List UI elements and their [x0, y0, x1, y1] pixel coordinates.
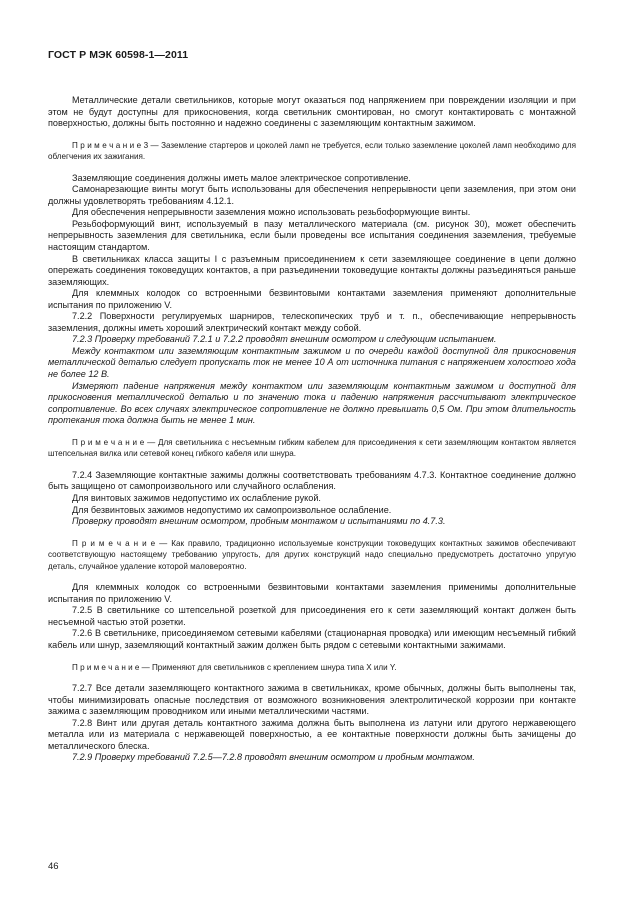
note-text: Заземление стартеров и цоколей ламп не требуется, если только заземление цоколей ламп необходимо для облегчения их зажигания.	[48, 140, 576, 162]
note-label: П р и м е ч а н и е —	[72, 538, 168, 548]
note	[48, 662, 576, 674]
paragraph: 7.2.2 Поверхности регулируемых шарниров, телескопических труб и т. п., обеспечивающие непрерывность заземления, должны иметь хороший электрический контакт между собой.	[48, 311, 576, 333]
paragraph: Металлические детали светильников, которые могут оказаться под напряжением при повреждении изоляции и при этом не будут доступны для прикосновения, когда светильник смонтирован, но смогут контактировать с монтажной поверхностью, должны быть постоянно и надежно соединены с заземляющим контактным зажимом.	[48, 95, 576, 129]
paragraph: 7.2.5 В светильнике со штепсельной розеткой для присоединения его к сети заземляющий контакт должен быть несъемной частью этой розетки.	[48, 605, 576, 627]
paragraph: 7.2.6 В светильнике, присоединяемом сетевыми кабелями (стационарная проводка) или имеющим несъемный гибкий кабель или шнур, заземляющий контактный зажим должен быть рядом с сетевыми контактными зажимами.	[48, 628, 576, 650]
paragraph-italic: 7.2.3 Проверку требований 7.2.1 и 7.2.2 проводят внешним осмотром и следующим испытанием.	[72, 334, 497, 345]
note-text: Для светильника с несъемным гибким кабелем для присоединения к сети заземляющим контактом является штепсельная вилка или сетевой конец гибкого кабеля или шнура.	[48, 437, 576, 459]
paragraph: 7.2.8 Винт или другая деталь контактного зажима должна быть выполнена из латуни или другого нержавеющего металла или из материала с нержавеющей поверхностью, а ее контактные поверхности должны быть зачищены до металлического блеска.	[48, 717, 576, 751]
page-number: 46	[48, 861, 59, 872]
paragraph: Для безвинтовых зажимов недопустимо их самопроизвольное ослабление.	[72, 504, 392, 515]
paragraph: Резьбоформующий винт, используемый в пазу металлического материала (см. рисунок 30), может обеспечить непрерывность заземления для светильника, если были проведены все испытания соединения заземления, требуемые настоящим стандартом.	[48, 218, 576, 253]
note	[48, 437, 576, 460]
paragraph: Для винтовых зажимов недопустимо их ослабление рукой.	[72, 492, 321, 503]
paragraph: 7.2.4 Заземляющие контактные зажимы должны соответствовать требованиям 4.7.3. Контактное соединение должно быть защищено от самопроизвольного или случайного ослабления.	[48, 469, 576, 492]
paragraph: Самонарезающие винты могут быть использованы для обеспечения непрерывности цепи заземления, при этом они должны удовлетворять требованиям 4.12.1.	[48, 184, 576, 206]
document-body	[48, 95, 576, 764]
note-label: П р и м е ч а н и е —	[72, 662, 150, 672]
paragraph: Заземляющие соединения должны иметь малое электрическое сопротивление.	[72, 172, 411, 183]
paragraph: Для обеспечения непрерывности заземления можно использовать резьбоформующие винты.	[72, 207, 471, 218]
paragraph-italic: Проверку проводят внешним осмотром, пробным монтажом и испытаниями по 4.7.3.	[72, 516, 446, 527]
paragraph: Для клеммных колодок со встроенными безвинтовыми контактами заземления применяют дополнительные испытания по приложению V.	[48, 288, 576, 310]
note-label: П р и м е ч а н и е 3 —	[72, 140, 159, 150]
paragraph: Для клеммных колодок со встроенными безвинтовыми контактами заземления применимы дополнительные испытания по приложению V.	[48, 582, 576, 604]
note-label: П р и м е ч а н и е —	[72, 437, 156, 447]
note-text: Применяют для светильников с креплением шнура типа X или Y.	[151, 662, 397, 672]
note	[48, 140, 576, 163]
paragraph-italic: Измеряют падение напряжения между контактом или заземляющим контактным зажимом и доступной для прикосновения металлической деталью и по значению тока и падению напряжения рассчитывают электрическое сопротивление. Во всех случаях электрическое сопротивление не должно превышать 0,5 Ом. При этом длительность протекания тока должна быть не менее 1 мин.	[48, 380, 576, 426]
document-header: ГОСТ Р МЭК 60598-1—2011	[48, 49, 189, 61]
paragraph: В светильниках класса защиты I с разъемным присоединением к сети заземляющее соединение в цепи должно опережать соединения токоведущих контактов, а при разъединении токоведущие контакты должны разъединяться раньше заземляющих.	[48, 253, 576, 287]
note-text: Как правило, традиционно используемые конструкции токоведущих контактных зажимов обеспечивают соответствующую настоящему требованию упругость, для других конструкций надо специально предусмотреть достаточно упругую деталь, случайное удаление которой маловероятно.	[48, 538, 576, 571]
paragraph-italic: Между контактом или заземляющим контактным зажимом и по очереди каждой доступной для прикосновения металлической деталью следует пропускать ток не менее 10 А от источника питания с напряжением холостого хода не более 12 В.	[48, 345, 576, 380]
note	[48, 538, 576, 573]
paragraph: 7.2.7 Все детали заземляющего контактного зажима в светильниках, кроме обычных, должны быть выполнены так, чтобы минимизировать опасные последствия от возможного возникновения электролитической коррозии при контакте зажима с заземляющим проводником или иными металлическими частями.	[48, 683, 576, 717]
paragraph-italic: 7.2.9 Проверку требований 7.2.5—7.2.8 проводят внешним осмотром и пробным монтажом.	[72, 752, 475, 763]
